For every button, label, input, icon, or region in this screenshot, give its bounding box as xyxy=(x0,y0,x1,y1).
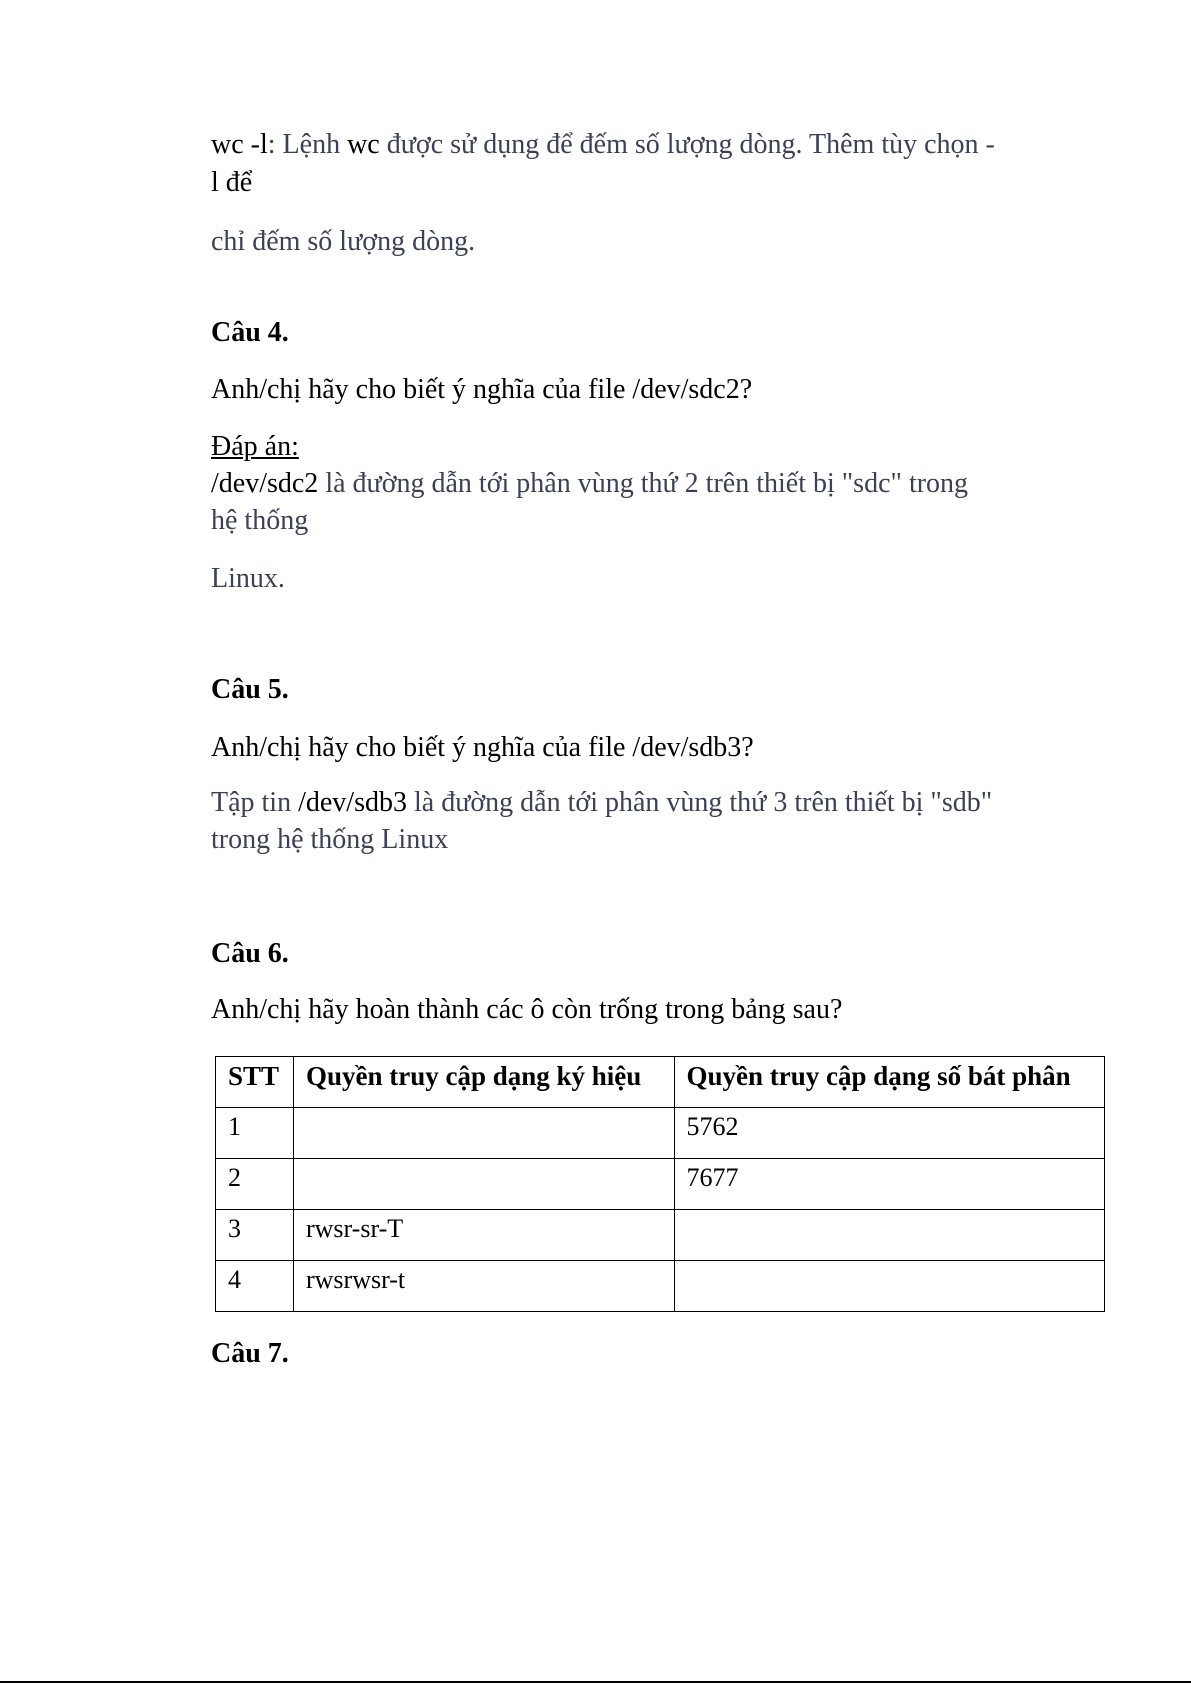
header-stt: STT xyxy=(216,1057,294,1108)
q5-answer-path: /dev/sdb3 xyxy=(298,787,407,818)
table-row xyxy=(216,1210,1105,1261)
q4-heading: Câu 4. xyxy=(211,317,289,348)
q3-answer-line-1 xyxy=(211,128,995,162)
q6-question: Anh/chị hãy hoàn thành các ô còn trống trong bảng sau? xyxy=(211,994,843,1025)
cell-octal xyxy=(674,1261,1104,1312)
q5-answer-prefix: Tập tin xyxy=(211,787,299,818)
q4-answer-label: Đáp án: xyxy=(211,431,299,462)
q4-answer-line-3: Linux. xyxy=(211,563,285,594)
page-bottom-divider xyxy=(0,1681,1191,1683)
q5-answer-text: là đường dẫn tới phân vùng thứ 3 trên thiết bị "sdb" xyxy=(406,787,993,818)
cell-octal xyxy=(674,1210,1104,1261)
q5-answer-line-2: trong hệ thống Linux xyxy=(211,824,449,855)
q4-answer-text: là đường dẫn tới phân vùng thứ 2 trên thiết bị "sdc" trong xyxy=(318,468,969,499)
cell-octal: 5762 xyxy=(674,1108,1104,1159)
q7-heading: Câu 7. xyxy=(211,1338,289,1369)
cell-symbolic xyxy=(293,1108,674,1159)
q5-heading: Câu 5. xyxy=(211,674,289,705)
q4-answer-line-1 xyxy=(211,467,968,501)
header-octal: Quyền truy cập dạng số bát phân xyxy=(674,1057,1104,1108)
q3-answer-line-3: chỉ đếm số lượng dòng. xyxy=(211,226,476,257)
q3-command-inline: wc xyxy=(347,129,380,160)
q3-command: wc -l xyxy=(211,129,268,160)
cell-symbolic: rwsrwsr-t xyxy=(293,1261,674,1312)
q6-heading: Câu 6. xyxy=(211,938,289,969)
permissions-table xyxy=(215,1056,1105,1312)
q3-answer-line-2: l để xyxy=(211,167,253,198)
table-row xyxy=(216,1108,1105,1159)
q3-text-b: được sử dụng để đếm số lượng dòng. Thêm tùy chọn - xyxy=(379,129,995,160)
cell-octal: 7677 xyxy=(674,1159,1104,1210)
q3-colon: : xyxy=(267,129,283,160)
header-symbolic: Quyền truy cập dạng ký hiệu xyxy=(293,1057,674,1108)
q3-text-a: Lệnh xyxy=(282,129,348,160)
cell-stt: 3 xyxy=(216,1210,294,1261)
q4-answer-line-2: hệ thống xyxy=(211,505,309,536)
cell-symbolic xyxy=(293,1159,674,1210)
q4-question: Anh/chị hãy cho biết ý nghĩa của file /dev/sdc2? xyxy=(211,374,753,405)
table-row xyxy=(216,1159,1105,1210)
cell-stt: 1 xyxy=(216,1108,294,1159)
q5-answer-line-1 xyxy=(211,786,992,820)
cell-stt: 4 xyxy=(216,1261,294,1312)
q5-question: Anh/chị hãy cho biết ý nghĩa của file /dev/sdb3? xyxy=(211,732,754,763)
table-header-row xyxy=(216,1057,1105,1108)
cell-stt: 2 xyxy=(216,1159,294,1210)
table-row xyxy=(216,1261,1105,1312)
q4-answer-path: /dev/sdc2 xyxy=(211,468,319,499)
cell-symbolic: rwsr-sr-T xyxy=(293,1210,674,1261)
